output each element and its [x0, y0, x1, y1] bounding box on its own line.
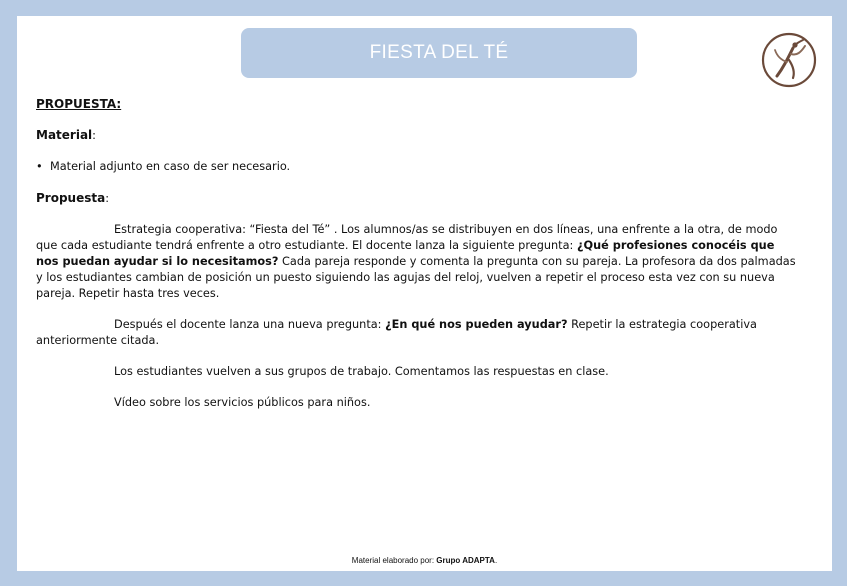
material-list-item — [36, 159, 798, 175]
footer-credit — [17, 556, 832, 565]
title-banner — [241, 28, 637, 78]
footer-prefix: Material elaborado por: — [351, 556, 437, 565]
document-page — [17, 16, 832, 571]
paragraph-second-question — [36, 317, 798, 349]
material-item-text: Material adjunto en caso de ser necesario. — [50, 160, 291, 173]
paragraph-groups: Los estudiantes vuelven a sus grupos de trabajo. Comentamos las respuestas en clase. — [114, 365, 609, 378]
paragraph-second-text-b: Repetir la estrategia cooperativa anteriormente citada. — [36, 318, 757, 347]
question-professions: ¿Qué profesiones conocéis que nos puedan ayudar si lo necesitamos? — [36, 239, 775, 268]
dancer-logo-icon — [759, 30, 819, 88]
material-label: Material — [36, 128, 93, 142]
paragraph-strategy-text-b: Cada pareja responde y comenta la pregunta con su pareja. La profesora da dos palmadas y los estudiantes cambian de posición un puesto siguiendo las agujas del reloj, vuelven a repetir el proceso esta vez con su nueva pareja. Repetir hasta tres veces. — [36, 255, 796, 300]
bullet-icon: • — [36, 160, 43, 173]
footer-suffix: . — [494, 556, 498, 565]
footer-group: Grupo ADAPTA — [436, 556, 495, 565]
propuesta-colon: : — [105, 192, 110, 205]
material-colon: : — [92, 129, 96, 142]
propuesta-label: Propuesta — [36, 191, 106, 205]
propuesta-heading: PROPUESTA: — [36, 97, 122, 111]
document-body — [36, 96, 798, 411]
paragraph-second-text-a: Después el docente lanza una nueva pregunta: — [114, 318, 386, 331]
propuesta-line — [36, 190, 798, 207]
question-help: ¿En qué nos pueden ayudar? — [385, 318, 568, 331]
page-title: FIESTA DEL TÉ — [369, 42, 509, 63]
material-line — [36, 127, 798, 144]
paragraph-strategy — [36, 222, 798, 302]
paragraph-video: Vídeo sobre los servicios públicos para niños. — [114, 396, 371, 409]
paragraph-strategy-text-a: Estrategia cooperativa: “Fiesta del Té” . Los alumnos/as se distribuyen en dos líneas, una enfrente a la otra, de modo que cada estudiante tendrá enfrente a otro estudiante. El docente lanza la siguiente pregunta: — [36, 223, 778, 252]
